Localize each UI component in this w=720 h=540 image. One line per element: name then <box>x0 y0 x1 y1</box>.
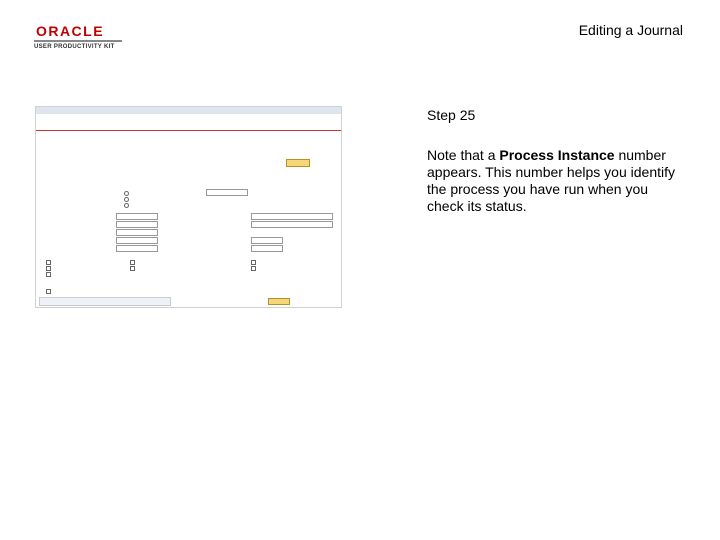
screenshot-checkbox <box>46 260 51 265</box>
screenshot-toolbar <box>39 297 171 306</box>
application-screenshot <box>35 106 342 308</box>
slide-title: Editing a Journal <box>578 22 683 38</box>
screenshot-radio <box>124 197 129 202</box>
screenshot-nav-bar <box>36 107 341 114</box>
screenshot-checkbox <box>251 266 256 271</box>
screenshot-checkbox <box>251 260 256 265</box>
logo-underline <box>34 40 122 42</box>
screenshot-checkbox <box>46 266 51 271</box>
step-label: Step 25 <box>427 107 476 123</box>
oracle-logo-text: ORACLE <box>35 23 105 39</box>
screenshot-radio <box>124 203 129 208</box>
oracle-upk-logo <box>34 24 124 48</box>
screenshot-field <box>251 245 283 252</box>
screenshot-field <box>116 213 158 220</box>
screenshot-radio <box>124 191 129 196</box>
screenshot-field <box>206 189 248 196</box>
screenshot-header-rule <box>36 130 341 131</box>
step-desc-bold: Process Instance <box>499 147 615 163</box>
screenshot-field <box>251 237 283 244</box>
screenshot-add-button <box>268 298 290 305</box>
screenshot-field <box>116 245 158 252</box>
screenshot-checkbox <box>130 260 135 265</box>
screenshot-field <box>116 237 158 244</box>
screenshot-checkbox <box>130 266 135 271</box>
screenshot-field <box>251 213 333 220</box>
screenshot-field <box>116 221 158 228</box>
screenshot-checkbox <box>46 272 51 277</box>
step-desc-pre: Note that a <box>427 147 500 163</box>
step-desc-post: number appears. This number helps you identify the process you have run when you check its status. <box>427 147 675 214</box>
screenshot-secondary-nav <box>36 115 341 123</box>
screenshot-field <box>116 229 158 236</box>
logo-subtitle: USER PRODUCTIVITY KIT <box>34 44 115 50</box>
screenshot-run-button <box>286 159 310 167</box>
step-description <box>427 147 687 215</box>
screenshot-checkbox <box>46 289 51 294</box>
screenshot-field <box>251 221 333 228</box>
